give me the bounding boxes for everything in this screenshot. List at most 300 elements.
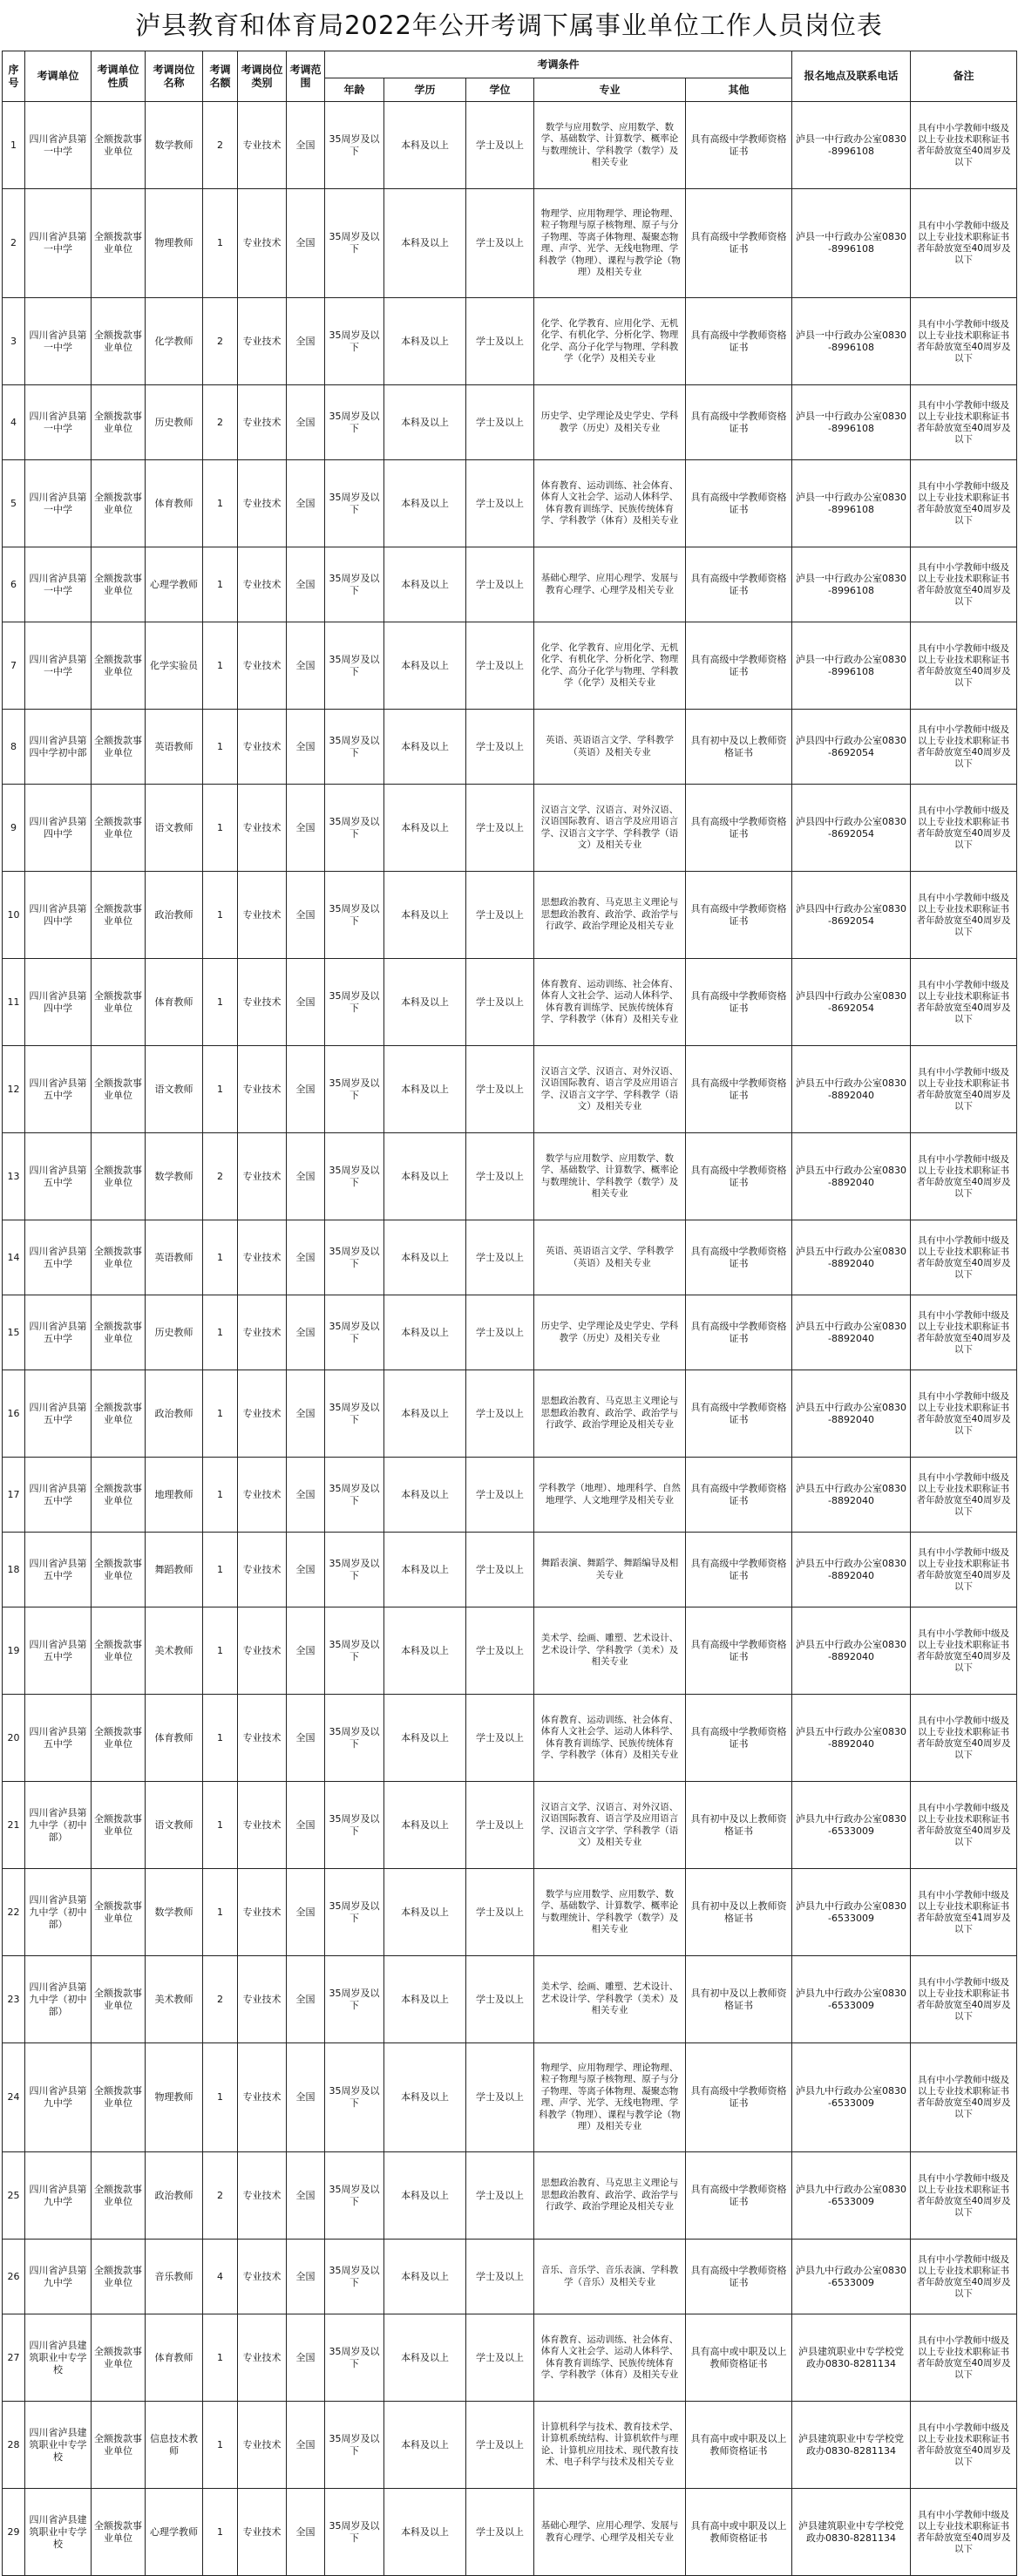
table-row (3, 1133, 1017, 1220)
cell-post-category: 专业技术 (238, 622, 287, 710)
cell-age: 35周岁及以下 (325, 1295, 384, 1370)
cell-education: 本科及以上 (384, 1695, 466, 1782)
cell-education: 本科及以上 (384, 1046, 466, 1133)
cell-age: 35周岁及以下 (325, 622, 384, 710)
cell-remark: 具有中小学教师中级及以上专业技术职称证书者年龄放宽至40周岁及以下 (911, 2043, 1017, 2152)
cell-contact: 泸县五中行政办公室0830-8892040 (792, 1533, 911, 1607)
cell-degree: 学士及以上 (466, 189, 534, 298)
cell-unit-type: 全额拨款事业单位 (92, 1607, 146, 1695)
cell-education: 本科及以上 (384, 1782, 466, 1869)
cell-unit: 四川省泸县第一中学 (25, 622, 92, 710)
cell-unit-type: 全额拨款事业单位 (92, 2043, 146, 2152)
cell-contact: 泸县五中行政办公室0830-8892040 (792, 1046, 911, 1133)
cell-seq: 21 (3, 1782, 25, 1869)
cell-quota: 1 (203, 460, 238, 547)
cell-post-category: 专业技术 (238, 1295, 287, 1370)
cell-major: 汉语言文学、汉语言、对外汉语、汉语国际教育、语言学及应用语言学、汉语言文字学、学科教学（语文）及相关专业 (534, 1782, 686, 1869)
cell-other: 具有初中及以上教师资格证书 (686, 710, 792, 785)
col-other: 其他 (686, 78, 792, 102)
cell-seq: 4 (3, 385, 25, 460)
cell-post-name: 数学教师 (146, 1133, 203, 1220)
cell-scope: 全国 (287, 2314, 325, 2402)
cell-scope: 全国 (287, 710, 325, 785)
cell-education: 本科及以上 (384, 1533, 466, 1607)
cell-other: 具有高级中学教师资格证书 (686, 1458, 792, 1533)
cell-quota: 1 (203, 1695, 238, 1782)
cell-major: 历史学、史学理论及史学史、学科教学（历史）及相关专业 (534, 1295, 686, 1370)
cell-post-category: 专业技术 (238, 1370, 287, 1458)
cell-remark: 具有中小学教师中级及以上专业技术职称证书者年龄放宽至40周岁及以下 (911, 1133, 1017, 1220)
cell-education: 本科及以上 (384, 2402, 466, 2489)
cell-contact: 泸县五中行政办公室0830-8892040 (792, 1607, 911, 1695)
cell-seq: 10 (3, 872, 25, 959)
cell-quota: 4 (203, 2240, 238, 2314)
cell-quota: 1 (203, 189, 238, 298)
cell-major: 化学、化学教育、应用化学、无机化学、有机化学、分析化学、物理化学、高分子化学与物理、学科教学（化学）及相关专业 (534, 298, 686, 385)
cell-major: 体育教育、运动训练、社会体育、体育人文社会学、运动人体科学、体育教育训练学、民族传统体育学、学科教学（体育）及相关专业 (534, 959, 686, 1046)
cell-scope: 全国 (287, 1133, 325, 1220)
cell-quota: 2 (203, 385, 238, 460)
cell-other: 具有高级中学教师资格证书 (686, 959, 792, 1046)
cell-unit-type: 全额拨款事业单位 (92, 1695, 146, 1782)
cell-degree: 学士及以上 (466, 1133, 534, 1220)
cell-scope: 全国 (287, 1607, 325, 1695)
cell-remark: 具有中小学教师中级及以上专业技术职称证书者年龄放宽至40周岁及以下 (911, 1607, 1017, 1695)
cell-education: 本科及以上 (384, 1370, 466, 1458)
cell-unit: 四川省泸县第九中学（初中部） (25, 1869, 92, 1956)
cell-remark: 具有中小学教师中级及以上专业技术职称证书者年龄放宽至40周岁及以下 (911, 622, 1017, 710)
cell-quota: 1 (203, 1607, 238, 1695)
cell-contact: 泸县九中行政办公室0830-6533009 (792, 1956, 911, 2043)
cell-scope: 全国 (287, 1046, 325, 1133)
cell-degree: 学士及以上 (466, 2314, 534, 2402)
cell-remark: 具有中小学教师中级及以上专业技术职称证书者年龄放宽至41周岁及以下 (911, 1869, 1017, 1956)
cell-quota: 1 (203, 959, 238, 1046)
cell-post-category: 专业技术 (238, 710, 287, 785)
cell-contact: 泸县五中行政办公室0830-8892040 (792, 1370, 911, 1458)
cell-remark: 具有中小学教师中级及以上专业技术职称证书者年龄放宽至40周岁及以下 (911, 1220, 1017, 1295)
cell-unit: 四川省泸县第一中学 (25, 385, 92, 460)
cell-post-name: 数学教师 (146, 102, 203, 189)
cell-seq: 11 (3, 959, 25, 1046)
cell-education: 本科及以上 (384, 1956, 466, 2043)
cell-quota: 1 (203, 1295, 238, 1370)
cell-post-name: 美术教师 (146, 1607, 203, 1695)
table-row (3, 1046, 1017, 1133)
table-body (3, 102, 1017, 2576)
cell-post-category: 专业技术 (238, 547, 287, 622)
cell-education: 本科及以上 (384, 785, 466, 872)
cell-degree: 学士及以上 (466, 785, 534, 872)
cell-seq: 7 (3, 622, 25, 710)
cell-contact: 泸县一中行政办公室0830-8996108 (792, 385, 911, 460)
cell-seq: 16 (3, 1370, 25, 1458)
cell-unit-type: 全额拨款事业单位 (92, 1295, 146, 1370)
cell-post-name: 地理教师 (146, 1458, 203, 1533)
cell-other: 具有高级中学教师资格证书 (686, 189, 792, 298)
cell-major: 思想政治教育、马克思主义理论与思想政治教育、政治学、政治学与行政学、政治学理论及相关专业 (534, 872, 686, 959)
cell-other: 具有高级中学教师资格证书 (686, 1533, 792, 1607)
cell-contact: 泸县五中行政办公室0830-8892040 (792, 1295, 911, 1370)
table-row (3, 102, 1017, 189)
cell-degree: 学士及以上 (466, 385, 534, 460)
cell-unit-type: 全额拨款事业单位 (92, 1533, 146, 1607)
cell-age: 35周岁及以下 (325, 102, 384, 189)
cell-degree: 学士及以上 (466, 1370, 534, 1458)
cell-other: 具有高中或中职及以上教师资格证书 (686, 2402, 792, 2489)
cell-age: 35周岁及以下 (325, 2043, 384, 2152)
cell-remark: 具有中小学教师中级及以上专业技术职称证书者年龄放宽至40周岁及以下 (911, 872, 1017, 959)
cell-major: 物理学、应用物理学、理论物理、粒子物理与原子核物理、原子与分子物理、等离子体物理、凝聚态物理、声学、光学、无线电物理、学科教学（物理）、课程与教学论（物理）及相关专业 (534, 189, 686, 298)
cell-degree: 学士及以上 (466, 2489, 534, 2576)
col-education: 学历 (384, 78, 466, 102)
cell-post-name: 心理学教师 (146, 547, 203, 622)
cell-quota: 1 (203, 1782, 238, 1869)
col-major: 专业 (534, 78, 686, 102)
cell-quota: 1 (203, 1533, 238, 1607)
table-row (3, 1458, 1017, 1533)
cell-unit: 四川省泸县第四中学 (25, 785, 92, 872)
cell-seq: 28 (3, 2402, 25, 2489)
cell-degree: 学士及以上 (466, 1956, 534, 2043)
cell-education: 本科及以上 (384, 1458, 466, 1533)
cell-other: 具有高级中学教师资格证书 (686, 385, 792, 460)
cell-other: 具有高级中学教师资格证书 (686, 2043, 792, 2152)
cell-age: 35周岁及以下 (325, 1869, 384, 1956)
cell-quota: 2 (203, 2152, 238, 2240)
cell-other: 具有高级中学教师资格证书 (686, 460, 792, 547)
cell-unit: 四川省泸县第一中学 (25, 189, 92, 298)
cell-seq: 8 (3, 710, 25, 785)
cell-other: 具有高级中学教师资格证书 (686, 1295, 792, 1370)
cell-unit-type: 全额拨款事业单位 (92, 1046, 146, 1133)
cell-major: 体育教育、运动训练、社会体育、体育人文社会学、运动人体科学、体育教育训练学、民族传统体育学、学科教学（体育）及相关专业 (534, 1695, 686, 1782)
cell-scope: 全国 (287, 2402, 325, 2489)
table-row (3, 1956, 1017, 2043)
cell-unit: 四川省泸县第五中学 (25, 1533, 92, 1607)
cell-post-category: 专业技术 (238, 2152, 287, 2240)
cell-quota: 1 (203, 710, 238, 785)
cell-contact: 泸县一中行政办公室0830-8996108 (792, 102, 911, 189)
cell-quota: 1 (203, 547, 238, 622)
cell-education: 本科及以上 (384, 959, 466, 1046)
cell-unit-type: 全额拨款事业单位 (92, 102, 146, 189)
cell-unit-type: 全额拨款事业单位 (92, 2489, 146, 2576)
cell-major: 化学、化学教育、应用化学、无机化学、有机化学、分析化学、物理化学、高分子化学与物理、学科教学（化学）及相关专业 (534, 622, 686, 710)
table-row (3, 1295, 1017, 1370)
cell-degree: 学士及以上 (466, 2043, 534, 2152)
cell-unit: 四川省泸县第九中学 (25, 2152, 92, 2240)
cell-education: 本科及以上 (384, 460, 466, 547)
cell-degree: 学士及以上 (466, 1458, 534, 1533)
cell-post-category: 专业技术 (238, 785, 287, 872)
cell-remark: 具有中小学教师中级及以上专业技术职称证书者年龄放宽至40周岁及以下 (911, 1956, 1017, 2043)
cell-other: 具有初中及以上教师资格证书 (686, 1956, 792, 2043)
cell-degree: 学士及以上 (466, 102, 534, 189)
table-row (3, 2043, 1017, 2152)
cell-degree: 学士及以上 (466, 710, 534, 785)
cell-contact: 泸县四中行政办公室0830-8692054 (792, 872, 911, 959)
cell-remark: 具有中小学教师中级及以上专业技术职称证书者年龄放宽至40周岁及以下 (911, 2402, 1017, 2489)
cell-major: 汉语言文学、汉语言、对外汉语、汉语国际教育、语言学及应用语言学、汉语言文字学、学科教学（语文）及相关专业 (534, 1046, 686, 1133)
cell-remark: 具有中小学教师中级及以上专业技术职称证书者年龄放宽至40周岁及以下 (911, 547, 1017, 622)
cell-degree: 学士及以上 (466, 298, 534, 385)
cell-degree: 学士及以上 (466, 547, 534, 622)
cell-education: 本科及以上 (384, 1607, 466, 1695)
cell-major: 数学与应用数学、应用数学、数学、基础数学、计算数学、概率论与数理统计、学科教学（数学）及相关专业 (534, 102, 686, 189)
cell-other: 具有高级中学教师资格证书 (686, 547, 792, 622)
cell-remark: 具有中小学教师中级及以上专业技术职称证书者年龄放宽至40周岁及以下 (911, 298, 1017, 385)
cell-post-name: 美术教师 (146, 1956, 203, 2043)
cell-post-name: 化学教师 (146, 298, 203, 385)
cell-unit: 四川省泸县第五中学 (25, 1295, 92, 1370)
cell-scope: 全国 (287, 785, 325, 872)
cell-other: 具有高级中学教师资格证书 (686, 622, 792, 710)
cell-post-name: 化学实验员 (146, 622, 203, 710)
cell-post-name: 语文教师 (146, 785, 203, 872)
cell-unit: 四川省泸县第四中学初中部 (25, 710, 92, 785)
cell-unit: 四川省泸县第五中学 (25, 1370, 92, 1458)
cell-other: 具有高级中学教师资格证书 (686, 1220, 792, 1295)
cell-major: 美术学、绘画、雕塑、艺术设计、艺术设计学、学科教学（美术）及相关专业 (534, 1956, 686, 2043)
cell-post-name: 历史教师 (146, 1295, 203, 1370)
col-scope: 考调范围 (287, 51, 325, 102)
cell-post-name: 政治教师 (146, 2152, 203, 2240)
cell-unit: 四川省泸县建筑职业中专学校 (25, 2314, 92, 2402)
cell-post-name: 历史教师 (146, 385, 203, 460)
cell-unit-type: 全额拨款事业单位 (92, 2402, 146, 2489)
cell-seq: 24 (3, 2043, 25, 2152)
cell-seq: 29 (3, 2489, 25, 2576)
cell-seq: 15 (3, 1295, 25, 1370)
cell-post-category: 专业技术 (238, 1046, 287, 1133)
table-row (3, 385, 1017, 460)
cell-unit: 四川省泸县第九中学 (25, 2240, 92, 2314)
cell-remark: 具有中小学教师中级及以上专业技术职称证书者年龄放宽至40周岁及以下 (911, 385, 1017, 460)
cell-other: 具有高级中学教师资格证书 (686, 298, 792, 385)
cell-scope: 全国 (287, 1869, 325, 1956)
table-row (3, 1533, 1017, 1607)
cell-unit: 四川省泸县第九中学（初中部） (25, 1956, 92, 2043)
cell-education: 本科及以上 (384, 1133, 466, 1220)
col-unit: 考调单位 (25, 51, 92, 102)
cell-post-category: 专业技术 (238, 959, 287, 1046)
cell-age: 35周岁及以下 (325, 1370, 384, 1458)
table-row (3, 189, 1017, 298)
cell-degree: 学士及以上 (466, 1295, 534, 1370)
cell-remark: 具有中小学教师中级及以上专业技术职称证书者年龄放宽至40周岁及以下 (911, 2489, 1017, 2576)
cell-remark: 具有中小学教师中级及以上专业技术职称证书者年龄放宽至40周岁及以下 (911, 2152, 1017, 2240)
col-conditions: 考调条件 (325, 51, 792, 78)
cell-age: 35周岁及以下 (325, 1533, 384, 1607)
cell-unit-type: 全额拨款事业单位 (92, 547, 146, 622)
cell-remark: 具有中小学教师中级及以上专业技术职称证书者年龄放宽至40周岁及以下 (911, 1370, 1017, 1458)
cell-education: 本科及以上 (384, 2314, 466, 2402)
cell-age: 35周岁及以下 (325, 1458, 384, 1533)
cell-post-category: 专业技术 (238, 2240, 287, 2314)
cell-age: 35周岁及以下 (325, 1782, 384, 1869)
cell-scope: 全国 (287, 1220, 325, 1295)
table-row (3, 1607, 1017, 1695)
cell-contact: 泸县九中行政办公室0830-6533009 (792, 1782, 911, 1869)
cell-seq: 22 (3, 1869, 25, 1956)
positions-table (2, 51, 1017, 2576)
cell-education: 本科及以上 (384, 547, 466, 622)
col-contact: 报名地点及联系电话 (792, 51, 911, 102)
cell-post-category: 专业技术 (238, 1695, 287, 1782)
cell-seq: 2 (3, 189, 25, 298)
cell-contact: 泸县建筑职业中专学校党政办0830-8281134 (792, 2489, 911, 2576)
cell-unit-type: 全额拨款事业单位 (92, 2314, 146, 2402)
cell-scope: 全国 (287, 872, 325, 959)
cell-seq: 17 (3, 1458, 25, 1533)
cell-quota: 1 (203, 1046, 238, 1133)
cell-other: 具有高中或中职及以上教师资格证书 (686, 2489, 792, 2576)
col-post-category: 考调岗位类别 (238, 51, 287, 102)
cell-quota: 1 (203, 1220, 238, 1295)
cell-contact: 泸县九中行政办公室0830-6533009 (792, 2240, 911, 2314)
cell-quota: 1 (203, 2314, 238, 2402)
cell-remark: 具有中小学教师中级及以上专业技术职称证书者年龄放宽至40周岁及以下 (911, 959, 1017, 1046)
cell-degree: 学士及以上 (466, 1607, 534, 1695)
cell-education: 本科及以上 (384, 710, 466, 785)
cell-seq: 23 (3, 1956, 25, 2043)
cell-unit-type: 全额拨款事业单位 (92, 1458, 146, 1533)
table-header (3, 51, 1017, 102)
cell-quota: 1 (203, 1370, 238, 1458)
cell-age: 35周岁及以下 (325, 2489, 384, 2576)
cell-major: 体育教育、运动训练、社会体育、体育人文社会学、运动人体科学、体育教育训练学、民族传统体育学、学科教学（体育）及相关专业 (534, 2314, 686, 2402)
cell-post-name: 体育教师 (146, 2314, 203, 2402)
table-row (3, 1869, 1017, 1956)
cell-other: 具有高级中学教师资格证书 (686, 872, 792, 959)
cell-other: 具有高中或中职及以上教师资格证书 (686, 2314, 792, 2402)
cell-degree: 学士及以上 (466, 872, 534, 959)
cell-unit: 四川省泸县建筑职业中专学校 (25, 2489, 92, 2576)
cell-contact: 泸县四中行政办公室0830-8692054 (792, 785, 911, 872)
cell-contact: 泸县四中行政办公室0830-8692054 (792, 959, 911, 1046)
cell-unit-type: 全额拨款事业单位 (92, 710, 146, 785)
cell-unit-type: 全额拨款事业单位 (92, 1370, 146, 1458)
cell-contact: 泸县一中行政办公室0830-8996108 (792, 547, 911, 622)
cell-degree: 学士及以上 (466, 1782, 534, 1869)
cell-scope: 全国 (287, 1458, 325, 1533)
cell-degree: 学士及以上 (466, 1869, 534, 1956)
cell-post-name: 英语教师 (146, 1220, 203, 1295)
cell-education: 本科及以上 (384, 298, 466, 385)
cell-education: 本科及以上 (384, 102, 466, 189)
cell-education: 本科及以上 (384, 1295, 466, 1370)
cell-unit: 四川省泸县第五中学 (25, 1695, 92, 1782)
cell-quota: 2 (203, 298, 238, 385)
cell-education: 本科及以上 (384, 189, 466, 298)
table-row (3, 2489, 1017, 2576)
cell-degree: 学士及以上 (466, 1695, 534, 1782)
cell-remark: 具有中小学教师中级及以上专业技术职称证书者年龄放宽至40周岁及以下 (911, 1695, 1017, 1782)
cell-seq: 3 (3, 298, 25, 385)
cell-remark: 具有中小学教师中级及以上专业技术职称证书者年龄放宽至40周岁及以下 (911, 1458, 1017, 1533)
cell-major: 体育教育、运动训练、社会体育、体育人文社会学、运动人体科学、体育教育训练学、民族传统体育学、学科教学（体育）及相关专业 (534, 460, 686, 547)
cell-post-category: 专业技术 (238, 2043, 287, 2152)
cell-major: 英语、英语语言文学、学科教学（英语）及相关专业 (534, 710, 686, 785)
cell-post-category: 专业技术 (238, 102, 287, 189)
cell-major: 基础心理学、应用心理学、发展与教育心理学、心理学及相关专业 (534, 2489, 686, 2576)
table-row (3, 2240, 1017, 2314)
cell-scope: 全国 (287, 102, 325, 189)
cell-age: 35周岁及以下 (325, 1220, 384, 1295)
cell-remark: 具有中小学教师中级及以上专业技术职称证书者年龄放宽至40周岁及以下 (911, 102, 1017, 189)
cell-unit-type: 全额拨款事业单位 (92, 1956, 146, 2043)
cell-other: 具有高级中学教师资格证书 (686, 1133, 792, 1220)
cell-major: 思想政治教育、马克思主义理论与思想政治教育、政治学、政治学与行政学、政治学理论及相关专业 (534, 2152, 686, 2240)
cell-seq: 26 (3, 2240, 25, 2314)
cell-unit-type: 全额拨款事业单位 (92, 385, 146, 460)
cell-remark: 具有中小学教师中级及以上专业技术职称证书者年龄放宽至40周岁及以下 (911, 460, 1017, 547)
cell-unit: 四川省泸县第九中学（初中部） (25, 1782, 92, 1869)
cell-unit: 四川省泸县第一中学 (25, 547, 92, 622)
cell-post-name: 体育教师 (146, 959, 203, 1046)
cell-post-category: 专业技术 (238, 872, 287, 959)
cell-unit: 四川省泸县建筑职业中专学校 (25, 2402, 92, 2489)
table-row (3, 2314, 1017, 2402)
cell-unit: 四川省泸县第一中学 (25, 460, 92, 547)
cell-post-category: 专业技术 (238, 1220, 287, 1295)
cell-scope: 全国 (287, 460, 325, 547)
cell-seq: 13 (3, 1133, 25, 1220)
cell-unit: 四川省泸县第五中学 (25, 1458, 92, 1533)
table-row (3, 622, 1017, 710)
cell-education: 本科及以上 (384, 622, 466, 710)
cell-remark: 具有中小学教师中级及以上专业技术职称证书者年龄放宽至40周岁及以下 (911, 1533, 1017, 1607)
cell-age: 35周岁及以下 (325, 2402, 384, 2489)
cell-education: 本科及以上 (384, 1220, 466, 1295)
cell-remark: 具有中小学教师中级及以上专业技术职称证书者年龄放宽至40周岁及以下 (911, 1295, 1017, 1370)
cell-degree: 学士及以上 (466, 2402, 534, 2489)
cell-seq: 18 (3, 1533, 25, 1607)
cell-scope: 全国 (287, 622, 325, 710)
cell-post-category: 专业技术 (238, 2402, 287, 2489)
cell-major: 英语、英语语言文学、学科教学（英语）及相关专业 (534, 1220, 686, 1295)
cell-quota: 1 (203, 1458, 238, 1533)
cell-scope: 全国 (287, 1295, 325, 1370)
cell-seq: 9 (3, 785, 25, 872)
cell-contact: 泸县九中行政办公室0830-6533009 (792, 1869, 911, 1956)
cell-unit-type: 全额拨款事业单位 (92, 1869, 146, 1956)
cell-degree: 学士及以上 (466, 2240, 534, 2314)
cell-age: 35周岁及以下 (325, 1956, 384, 2043)
cell-major: 学科教学（地理）、地理科学、自然地理学、人文地理学及相关专业 (534, 1458, 686, 1533)
cell-scope: 全国 (287, 385, 325, 460)
cell-quota: 1 (203, 2043, 238, 2152)
cell-unit-type: 全额拨款事业单位 (92, 959, 146, 1046)
cell-post-name: 信息技术教师 (146, 2402, 203, 2489)
cell-unit-type: 全额拨款事业单位 (92, 785, 146, 872)
cell-post-name: 物理教师 (146, 189, 203, 298)
cell-age: 35周岁及以下 (325, 872, 384, 959)
cell-contact: 泸县五中行政办公室0830-8892040 (792, 1133, 911, 1220)
cell-unit-type: 全额拨款事业单位 (92, 2240, 146, 2314)
cell-degree: 学士及以上 (466, 1533, 534, 1607)
table-row (3, 2152, 1017, 2240)
table-row (3, 785, 1017, 872)
cell-unit-type: 全额拨款事业单位 (92, 872, 146, 959)
cell-unit-type: 全额拨款事业单位 (92, 189, 146, 298)
cell-post-name: 数学教师 (146, 1869, 203, 1956)
cell-other: 具有高级中学教师资格证书 (686, 2152, 792, 2240)
cell-degree: 学士及以上 (466, 1046, 534, 1133)
cell-scope: 全国 (287, 547, 325, 622)
cell-contact: 泸县四中行政办公室0830-8692054 (792, 710, 911, 785)
